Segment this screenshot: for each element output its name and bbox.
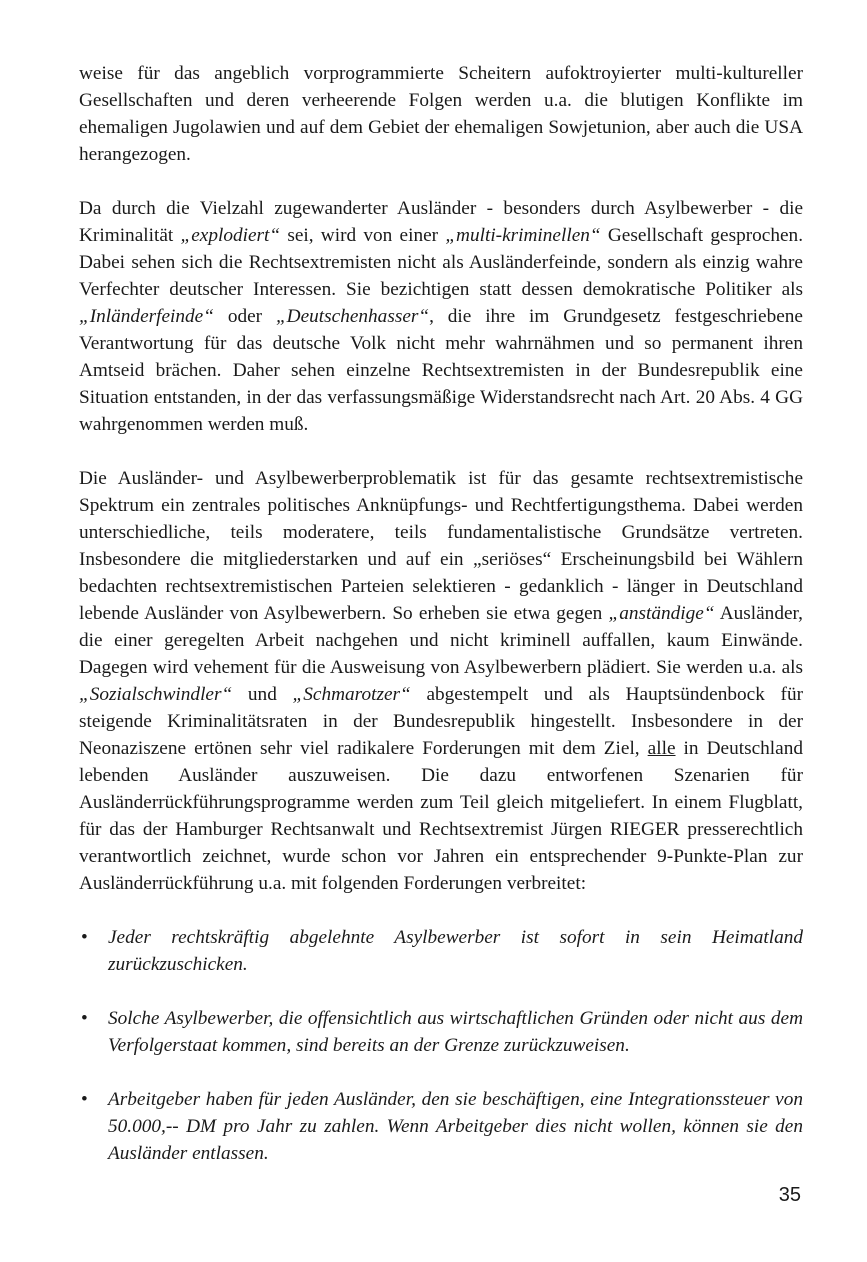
paragraph-1 (79, 60, 803, 168)
list-item (79, 1086, 803, 1167)
bullet-icon: • (81, 927, 88, 948)
list-item-text: Arbeitgeber haben für jeden Ausländer, den sie beschäftigen, eine Integrationssteuer von 50.000,-- DM pro Jahr zu zahlen. Wenn Arbeitgeber dies nicht wollen, können sie den Ausländer entlassen. (108, 1089, 803, 1164)
paragraph-2-text-5: , die ihre im Grundgesetz festgeschriebene Verantwortung für das deutsche Volk nicht mehr wahrnähmen und so permanent ihren Amtseid brächen. Daher sehen einzelne Rechtsextremisten in der Bundesrepublik eine Situation entstanden, in der das verfassungsmäßige Widerstandsrecht nach Art. 20 Abs. 4 GG wahrgenommen werden muß. (79, 306, 803, 435)
list-item (79, 1005, 803, 1059)
page-number: 35 (778, 1184, 801, 1206)
quote-anstaendige: „anständige“ (608, 603, 715, 624)
paragraph-3-text-1: Die Ausländer- und Asylbewerberproblematik ist für das gesamte rechtsextremistische Spektrum ein zentrales politisches Anknüpfungs- und Rechtfertigungsthema. Dabei werden unterschiedliche, teils moderatere, teils fundamentalistische Grundsätze vertreten. Insbesondere die mitgliederstarken und auf ein „seriöses“ Erscheinungsbild bei Wählern bedachten rechtsextremistischen Parteien selektieren - gedanklich - länger in Deutschland lebende Ausländer von Asylbewerbern. So erheben sie etwa gegen (79, 468, 803, 624)
list-item (79, 924, 803, 978)
paragraph-3-text-3: und (232, 684, 293, 705)
quote-explodiert: „explodiert“ (180, 225, 281, 246)
list-item-text: Jeder rechtskräftig abgelehnte Asylbewerber ist sofort in sein Heimatland zurückzuschicken. (108, 927, 803, 975)
paragraph-3-text-5: in Deutschland lebenden Ausländer auszuweisen. Die dazu entworfenen Szenarien für Ausländerrückführungsprogramme werden zum Teil gleich mitgeliefert. In einem Flugblatt, für das der Hamburger Rechtsanwalt und Rechtsextremist Jürgen RIEGER presserechtlich verantwortlich zeichnet, wurde schon vor Jahren ein entsprechender 9-Punkte-Plan zur Ausländerrückführung u.a. mit folgenden Forderungen verbreitet: (79, 738, 803, 894)
paragraph-2-text-3: Gesellschaft gesprochen. Dabei sehen sich die Rechtsextremisten nicht als Ausländerfeinde, sondern als einzig wahre Verfechter deutscher Interessen. Sie bezichtigen statt dessen demokratische Politiker als (79, 225, 804, 300)
demands-list (79, 924, 803, 1167)
quote-schmarotzer: „Schmarotzer“ (292, 684, 411, 705)
quote-multi-kriminellen: „multi-kriminellen“ (445, 225, 601, 246)
bullet-icon: • (81, 1089, 88, 1110)
paragraph-3-text-2: Ausländer, die einer geregelten Arbeit nachgehen und nicht kriminell auffallen, kaum Einwände. Dagegen wird vehement für die Ausweisung von Asylbewerbern plädiert. Sie werden u.a. als (79, 603, 803, 678)
paragraph-2-text-2: sei, wird von einer (280, 225, 446, 246)
paragraph-3-text-4: abgestempelt und als Hauptsündenbock für steigende Kriminalitätsraten in der Bundesrepublik hingestellt. Insbesondere in der Neonaziszene ertönen sehr viel radikalere Forderungen mit dem Ziel, (79, 684, 804, 759)
document-page (79, 60, 803, 1194)
quote-deutschenhasser: „Deutschenhasser“ (275, 306, 430, 327)
paragraph-2-text-1: Da durch die Vielzahl zugewanderter Ausländer - besonders durch Asylbewerber - die Kriminalität (79, 198, 803, 246)
paragraph-2-text-4: oder (213, 306, 276, 327)
paragraph-2 (79, 195, 803, 438)
bullet-icon: • (81, 1008, 88, 1029)
list-item-text: Solche Asylbewerber, die offensichtlich aus wirtschaftlichen Gründen oder nicht aus dem Verfolgerstaat kommen, sind bereits an der Grenze zurückzuweisen. (108, 1008, 803, 1056)
quote-inlaenderfeinde: „Inländerfeinde“ (79, 306, 214, 327)
paragraph-1-text: weise für das angeblich vorprogrammierte Scheitern aufoktroyierter multi-kultureller Gesellschaften und deren verheerende Folgen werden u.a. die blutigen Konflikte im ehemaligen Jugolawien und auf dem Gebiet der ehemaligen Sowjetunion, aber auch die USA herangezogen. (79, 63, 803, 165)
quote-sozialschwindler: „Sozialschwindler“ (79, 684, 233, 705)
paragraph-3 (79, 465, 803, 897)
underlined-alle: alle (647, 738, 676, 759)
